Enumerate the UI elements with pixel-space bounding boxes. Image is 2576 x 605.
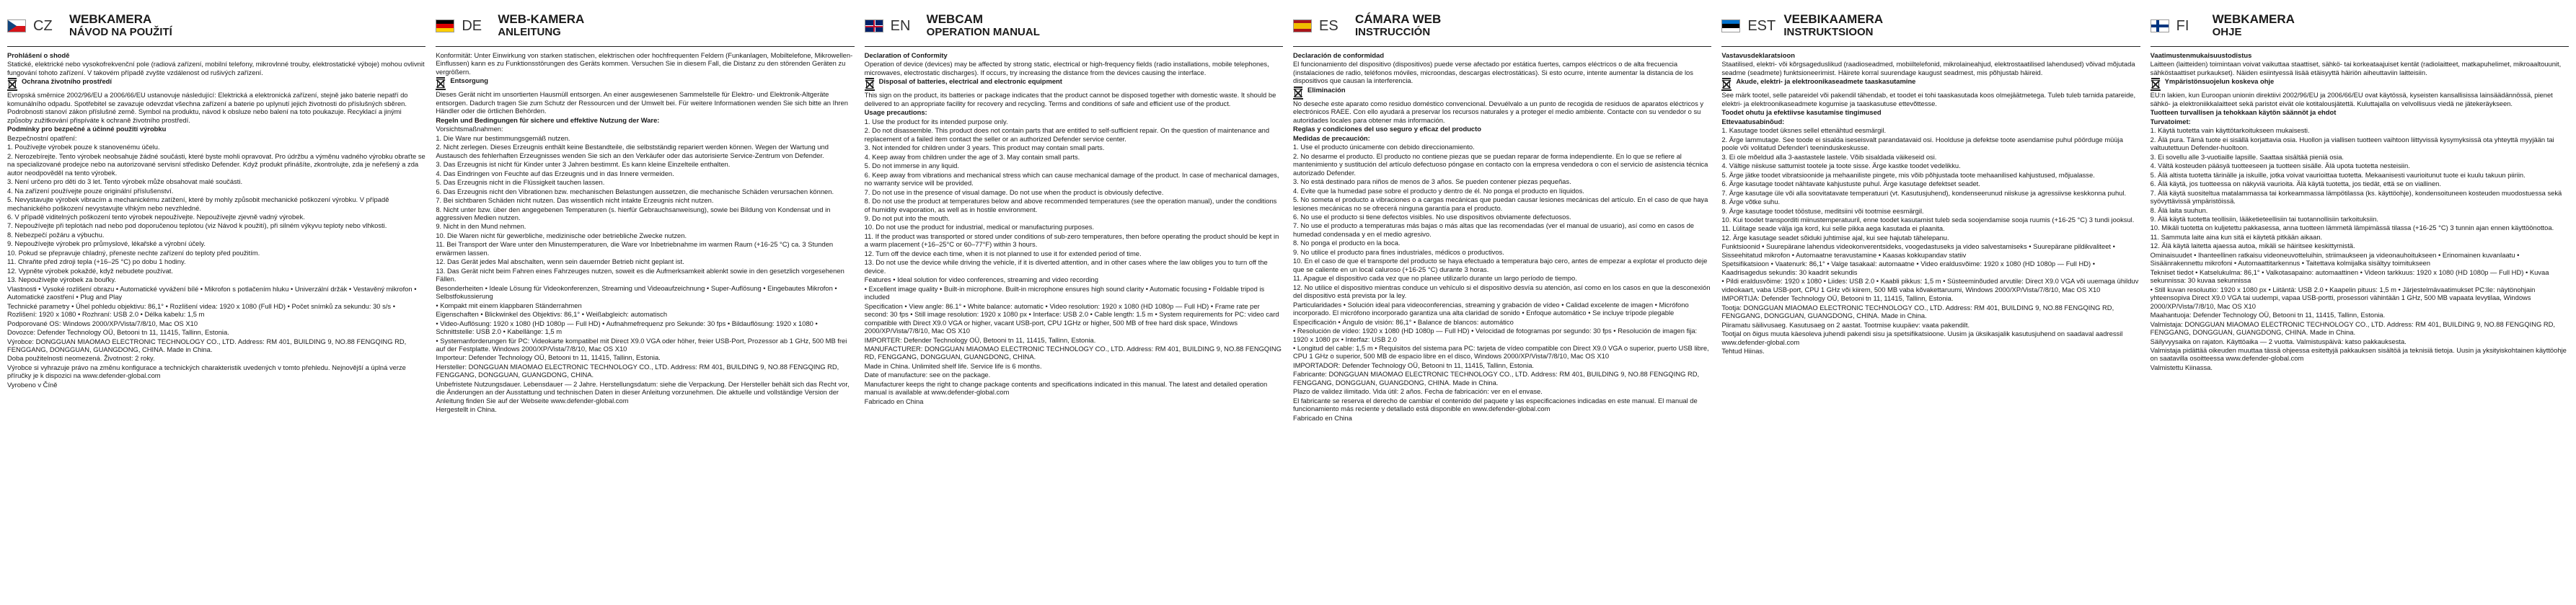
paragraph: • Video-Auflösung: 1920 x 1080 (HD 1080p — Full HD) • Aufnahmefrequenz pro Sekunde: 30 fps • Bildauflösung: 1920 x 1080 • Schnittstelle: USB 2.0 • Kabellänge: 1,5 m bbox=[436, 319, 818, 336]
section-heading: Vaatimustenmukaisuustodistus bbox=[2150, 51, 2252, 59]
disposal-section bbox=[436, 76, 854, 90]
paragraph: 3. No está destinado para niños de menos de 3 años. Se pueden contener piezas pequeñas. bbox=[1292, 177, 1571, 186]
paragraph: Eigenschaften • Blickwinkel des Objektivs: 86,1° • Weißabgleich: automatisch bbox=[436, 310, 668, 319]
paragraph: 2. Älä pura. Tämä tuote ei sisällä korjattavia osia. Huollon ja viallisen tuotteen vaihtoon liittyvissä kysymyksissä ota yhteyttä myyjään tai valtuutettuun Defender-huoltoon. bbox=[2150, 135, 2554, 152]
disposal-section bbox=[865, 77, 1283, 91]
manual-body bbox=[865, 51, 1283, 406]
product-title: WEBKAMERA bbox=[2212, 12, 2295, 27]
paragraph: 1. Käytä tuotetta vain käyttötarkoitukseen mukaisesti. bbox=[2150, 126, 2310, 135]
paragraph: 10. Pokud se přepravuje chladný, přeneste nechte zařízení do teploty před použitím. bbox=[7, 248, 260, 257]
paragraph: 10. En el caso de que el transporte del producto se haya efectuado a temperatura bajo cero, antes de empezar a explotar el producto deje que se caliente en un local caluroso (+16-25 °C) durante 3 horas. bbox=[1292, 257, 1708, 273]
paragraph: Funktsioonid • Suurepärane lahendus videokonverentsideks, voogedastuseks ja video salvestamiseks • Suurepärane pildikvaliteet • Sisseehitatud mikrofon • Automaatne teravustamine • Kaasas kokkupandav statiiv bbox=[1721, 242, 2115, 259]
column-header bbox=[865, 10, 1283, 47]
column-header bbox=[2151, 10, 2569, 47]
paragraph: Vyrobeno v Číně bbox=[7, 380, 58, 389]
paragraph: 4. Evite que la humedad pase sobre el producto y dentro de él. No ponga el producto en líquidos. bbox=[1292, 186, 1584, 195]
section-heading: Reglas y condiciones del uso seguro y eficaz del producto bbox=[1292, 125, 1481, 133]
paragraph: EU:n lakien, kun Euroopan unionin direktiivi 2002/96/EU ja 2006/66/EU ovat käytössä, kyseisten kansallisissa lainsäädännössä, pienet sähkö- ja elektroniikkalaitteet sekä paristot eivät ole kotitalousjätettä. Kuluttajalla on velvollisuus viedä ne jätekeräykseen. bbox=[2150, 91, 2553, 107]
paragraph: Vlastnosti • Vysoké rozlišení obrazu • Automatické vyvážení bílé • Mikrofon s potlačením hluku • Univerzální držák • Vestavěný mikrofon • Automatické zaostření • Plug and Play bbox=[7, 284, 417, 301]
paragraph: 3. Not intended for children under 3 years. This product may contain small parts. bbox=[864, 143, 1105, 152]
section-heading: Ettevaatusabinõud: bbox=[1721, 117, 1785, 125]
crossed-bin-icon bbox=[1293, 87, 1303, 100]
paragraph: Fabricado en China bbox=[864, 397, 924, 405]
paragraph: 3. Ei ole mõeldud alla 3-aastastele lastele. Võib sisaldada väikeseid osi. bbox=[1721, 152, 1937, 161]
title-block bbox=[1783, 13, 1883, 38]
title-block bbox=[2213, 13, 2295, 38]
paragraph: 8. Ärge võtke suhu. bbox=[1721, 198, 1781, 206]
paragraph: 5. Nevystavujte výrobek vibracím a mechanickému zatížení, které by mohly způsobit mechanické poškození výrobku. V případě mechanického poškození nevystavujte vlhkým nebo nevzhledné. bbox=[7, 195, 389, 212]
paragraph: 1. Kasutage toodet üksnes sellel ettenähtud eesmärgil. bbox=[1721, 126, 1887, 135]
section-heading: Entsorgung bbox=[450, 76, 488, 85]
paragraph: Tehtud Hiinas. bbox=[1721, 347, 1765, 355]
paragraph: 12. Ärge kasutage seadet sõiduki juhtimise ajal, kui see hajutab tähelepanu. bbox=[1721, 233, 1949, 242]
paragraph: 5. No someta el producto a vibraciones o a cargas mecánicas que puedan causar lesiones mecánicas del artículo. En el caso de que haya lesiones mecánicas no se ofrecerá ninguna garantía para el producto. bbox=[1292, 195, 1708, 212]
paragraph: Features • Ideal solution for video conferences, streaming and video recording bbox=[864, 275, 1098, 284]
paragraph: Plazo de validez ilimitado. Vida útil: 2 años. Fecha de fabricación: ver en el envase. bbox=[1292, 387, 1543, 396]
paragraph: Ominaisuudet • Ihanteellinen ratkaisu videoneuvotteluihin, striimaukseen ja videonauhoitukseen • Erinomainen kuvanlaatu • Sisäänrakennettu mikrofoni • Automaattitarkennus • Taitettava kolmijalka sisältyy toimitukseen bbox=[2150, 250, 2520, 268]
paragraph: This sign on the product, its batteries or package indicates that the product cannot be disposed together with domestic waste. It should be delivered to an appropriate facility for recovery and recycling. Terms and conditions of safe and efficient use of the product. bbox=[864, 91, 1276, 107]
manual-subtitle: INSTRUKTSIOON bbox=[1783, 26, 1874, 39]
paragraph: 13. Do not use the device while driving the vehicle, if it is diverted attention, and in other cases where the law obliges you to turn off the device. bbox=[864, 258, 1268, 275]
product-title: WEBKAMERA bbox=[69, 12, 152, 27]
paragraph: 12. Vypněte výrobek pokaždé, když nebudete používat. bbox=[7, 266, 174, 275]
paragraph: 4. Keep away from children under the age of 3. May contain small parts. bbox=[864, 152, 1080, 161]
section-heading: Regeln und Bedingungen für sichere und effektive Nutzung der Ware: bbox=[436, 115, 660, 124]
paragraph: Hersteller: DONGGUAN MIAOMAO ELECTRONIC TECHNOLOGY CO., LTD. Address: RM 401, BUILDING 9, NO.88 FENGQING RD, FENGGANG, DONGGUAN, GUANGDONG, CHINA. bbox=[436, 362, 839, 379]
paragraph: 1. Používejte výrobek pouze k stanovenému účelu. bbox=[7, 143, 160, 151]
paragraph: 8. No ponga el producto en la boca. bbox=[1292, 239, 1401, 247]
paragraph: Staatilised, elektri- või kõrgsageduslikud (raadioseadmed, mobiiltelefonid, mikrolaineahjud, elektrostaatilised lahendused) võivad mõjutada seadme (seadmete) funktsioneerimist. Häirete korral suurendage kaugust seadmest, mis põhjustab häireid. bbox=[1721, 60, 2135, 76]
paragraph: Výrobce si vyhrazuje právo na změnu konfigurace a technických charakteristik uvedených v tomto přehledu. Nejnovější a úplná verze příručky je k dispozici na www.defender-global.com bbox=[7, 363, 406, 380]
flag-fi-icon bbox=[2151, 19, 2169, 32]
language-code: EST bbox=[1747, 17, 1776, 34]
paragraph: 11. Bei Transport der Ware unter den Minustemperaturen, die Ware vor Inbetriebnahme im warmen Raum (+16-25 °C) ca. 3 Stunden erwärmen lassen. bbox=[436, 240, 834, 257]
paragraph: Bezpečnostní opatření: bbox=[7, 133, 77, 142]
paragraph: 12. No utilice el dispositivo mientras conduce un vehículo si el dispositivo desvía su atención, así como en los casos en que la desconexión del dispositivo está prevista por la ley. bbox=[1292, 283, 1711, 300]
section-heading: Usage precautions: bbox=[864, 108, 927, 117]
language-code: EN bbox=[890, 17, 911, 34]
language-code: DE bbox=[462, 17, 482, 34]
section-heading: Akude, elektri- ja elektroonikaseadmete taaskasutamine bbox=[1736, 77, 1916, 86]
manual-body bbox=[1721, 51, 2140, 356]
paragraph: No deseche este aparato como residuo doméstico convencional. Devuélvalo a un punto de recogida de residuos de aparatos eléctricos y electrónicos RAEE. Con ello ayudará a preservar los recursos naturales y a proteger el medio ambiente. Contacte con su vendedor o su autoridades locales para obtener más información. bbox=[1292, 99, 1704, 124]
manual-subtitle: OHJE bbox=[2212, 26, 2242, 39]
paragraph: 11. Lülitage seade välja iga kord, kui selle pikka aega kasutada ei plaanita. bbox=[1721, 224, 1945, 233]
paragraph: 6. Älä käytä, jos tuotteessa on näkyviä vaurioita. Älä käytä tuotetta, jos tiedät, että se on viallinen. bbox=[2150, 180, 2441, 188]
paragraph: El fabricante se reserva el derecho de cambiar el contenido del paquete y las especificaciones indicadas en este manual. El manual de funcionamiento más reciente y detallado está disponible en www.defender-global.com bbox=[1292, 396, 1698, 413]
paragraph: 2. Do not disassemble. This product does not contain parts that are entitled to self-sufficient repair. On the question of maintenance and replacement of a failed item contact the seller or an authorized Defender service center. bbox=[864, 126, 1270, 143]
flag-es-icon bbox=[1293, 19, 1312, 32]
paragraph: 5. Do not immerse in any liquid. bbox=[864, 162, 959, 170]
paragraph: Evropská směrnice 2002/96/EU a 2006/66/EU ustanovuje následující: Elektrická a elektronická zařízení, stejně jako baterie nepatří do komunálního odpadu. Spotřebitel se zavazuje odevzdat všechna zařízení a baterie po uplynutí jejich životnosti do příslušných sběren. Podrobnosti stanoví zákon příslušné země. Symbol na produktu, návod k obsluze nebo balení na toto poukazuje. Recyklací a jinými způsoby zužitkování přispíváte k ochraně životního prostředí. bbox=[7, 91, 408, 124]
paragraph: Unbefristete Nutzungsdauer. Lebensdauer — 2 Jahre. Herstellungsdatum: siehe die Verpackung. Der Hersteller behält sich das Recht vor, die Änderungen an der Ausstattung und technischen Daten in dieser Anleitung vorzunehmen. Die aktuelle und vollständige Version der Anleitung finden Sie auf der Webseite www.defender-global.com bbox=[436, 379, 850, 405]
product-title: WEB-KAMERA bbox=[498, 12, 585, 27]
paragraph: Valmistaja pidättää oikeuden muuttaa tässä ohjeessa esitettyjä pakkauksen sisältöä ja teknisiä tietoja. Uusin ja yksityiskohtainen käyttöohje on saatavilla osoitteessa www.defender-global.com bbox=[2150, 346, 2567, 363]
paragraph: 6. Das Erzeugnis nicht den Vibrationen bzw. mechanischen Belastungen aussetzen, die mechanische Schäden verursachen können. bbox=[436, 187, 834, 195]
paragraph: 9. Nepoužívejte výrobek pro průmyslové, lékařské a výrobní účely. bbox=[7, 239, 206, 248]
paragraph: Technické parametry • Úhel pohledu objektivu: 86,1° • Rozlišení videa: 1920 x 1080 (Full HD) • Počet snímků za sekundu: 30 s/s • Rozlišení: 1920 x 1080 • Rozhraní: USB 2.0 • Délka kabelu: 1,5 m bbox=[7, 301, 395, 319]
manual-subtitle: NÁVOD NA POUŽITÍ bbox=[69, 26, 172, 39]
paragraph: • Pildi eraldusvõime: 1920 x 1080 • Liides: USB 2.0 • Kaabli pikkus: 1,5 m • Süsteeminõuded arvutile: Direct X9.0 VGA või uuemaga ühilduv videokaart, vaba USB-port, CPU 1 GHz või kiirem, 500 MB vaba kõvakettaruumi, Windows 2000/XP/Vista/7/8/10, Mac OS X10 bbox=[1721, 277, 2139, 293]
title-block bbox=[69, 13, 172, 38]
paragraph: 2. Nerozebírejte. Tento výrobek neobsahuje žádné součásti, které byste mohli opravovat. Pro údržbu a výměnu vadného výrobku obraťte se na specializované prodejce nebo na autorizované servisní středisko Defender. Když produkt přinášíte, zkontrolujte, zda je neřešený a zda autor neodpověděl na tento výrobek. bbox=[7, 151, 425, 177]
paragraph: 12. Älä käytä laitetta ajaessa autoa, mikäli se häiritsee keskittymistä. bbox=[2150, 242, 2355, 250]
title-block bbox=[1355, 13, 1441, 38]
disposal-section bbox=[7, 77, 425, 91]
paragraph: MANUFACTURER: DONGGUAN MIAOMAO ELECTRONIC TECHNOLOGY CO., LTD. Address: RM 401, BUILDING 9, NO.88 FENGQING RD, FENGGANG, DONGGUAN, GUANGDONG, CHINA. bbox=[864, 345, 1282, 361]
manual-subtitle: INSTRUCCIÓN bbox=[1354, 26, 1431, 39]
paragraph: • Still kuvan resoluutio: 1920 x 1080 px • Liitäntä: USB 2.0 • Kaapelin pituus: 1,5 m • Järjestelmävaatimukset PC:lle: näytönohjain yhteensopiva Direct X9.0 VGA tai uudempi, vapaa USB-portti, prosessori vähintään 1 GHz, 500 MB vapaata levytilaa, Windows 2000/XP/Vista/7/8/10, Mac OS X10 bbox=[2150, 285, 2536, 310]
paragraph: Importeur: Defender Technology OÜ, Betooni tn 11, 11415, Tallinn, Estonia. bbox=[436, 353, 661, 362]
paragraph: 1. Use el producto únicamente con debido direccionamiento. bbox=[1292, 143, 1475, 151]
title-block bbox=[498, 13, 584, 38]
paragraph: Doba použitelnosti neomezená. Životnost: 2 roky. bbox=[7, 354, 155, 363]
disposal-section bbox=[1293, 86, 1711, 100]
paragraph: IMPORTER: Defender Technology OÜ, Betooni tn 11, 11415, Tallinn, Estonia. bbox=[864, 335, 1096, 344]
paragraph: Especificación • Ángulo de visión: 86,1° • Balance de blancos: automático bbox=[1292, 317, 1514, 326]
paragraph: Besonderheiten • Ideale Lösung für Videokonferenzen, Streaming und Videoaufzeichnung • Super-Auflösung • Eingebautes Mikrofon • Selbstfokussierung bbox=[436, 283, 837, 301]
paragraph: Dieses Gerät nicht im unsortierten Hausmüll entsorgen. An einer ausgewiesenen Sammelstelle für Elektro- und Elektronik-Altgeräte entsorgen. Dadurch tragen Sie zum Schutz der Ressourcen und der Umwelt bei. Für weitere Informationen wenden Sie sich bitte an Ihren Händler oder die örtlichen Behörden. bbox=[436, 90, 848, 115]
paragraph: 8. Nicht unter bzw. über den angegebenen Temperaturen (s. hierfür Gebrauchsanweisung), sowie bei Bildung von Kondensat und in aggressiven Medien nutzen. bbox=[436, 205, 831, 221]
paragraph: 10. Die Waren nicht für gewerbliche, medizinische oder betriebliche Zwecke nutzen. bbox=[436, 231, 687, 239]
paragraph: IMPORTADOR: Defender Technology OÜ, Betooni tn 11, 11415, Tallinn, Estonia. bbox=[1292, 361, 1535, 369]
manual-body bbox=[1293, 51, 1711, 423]
section-heading: Turvatoimet: bbox=[2150, 117, 2191, 125]
flag-ee-icon bbox=[1721, 19, 1740, 32]
paragraph: Particularidades • Solución ideal para videoconferencias, streaming y grabación de vídeo • Calidad excelente de imagen • Micrófono incorporado. El micrófono incorporado garantiza una alta claridad de sonido • Enfoque automático • Se incluye trípode plegable bbox=[1292, 300, 1689, 317]
paragraph: 7. Ärge kasutage üle või alla soovitatavate temperatuuri (vt. Kasutusjuhend), kondenseerunud niiskuse ja agressiivse keskkonna puhul. bbox=[1721, 188, 2127, 197]
paragraph: 6. No use el producto si tiene defectos visibles. No use dispositivos obviamente defectuosos. bbox=[1292, 212, 1571, 221]
paragraph: Made in China. Unlimited shelf life. Service life is 6 months. bbox=[864, 361, 1042, 370]
disposal-section bbox=[1721, 77, 2140, 91]
paragraph: 7. Do not use in the presence of visual damage. Do not use when the product is obviously defective. bbox=[864, 187, 1164, 196]
section-heading: Declaración de conformidad bbox=[1292, 51, 1385, 59]
section-heading: Vastavusdeklaratsioon bbox=[1721, 51, 1795, 59]
manual-body bbox=[7, 51, 425, 389]
section-heading: Toodet ohutu ja efektiivse kasutamise tingimused bbox=[1721, 108, 1882, 117]
paragraph: Hergestellt in China. bbox=[436, 405, 497, 414]
paragraph: Valmistettu Kiinassa. bbox=[2150, 363, 2213, 371]
paragraph: 6. Keep away from vibrations and mechanical stress which can cause mechanical damage of the product. In case of mechanical damages, no warranty service will be provided. bbox=[864, 170, 1279, 187]
paragraph: 1. Die Ware nur bestimmungsgemäß nutzen. bbox=[436, 133, 570, 142]
product-title: VEEBIKAAMERA bbox=[1783, 12, 1884, 27]
paragraph: 9. Nicht in den Mund nehmen. bbox=[436, 222, 526, 231]
paragraph: 3. Ei sovellu alle 3-vuotiaille lapsille. Saattaa sisältää pieniä osia. bbox=[2150, 152, 2345, 161]
flag-uk-icon bbox=[865, 19, 883, 32]
paragraph: Tootja: DONGGUAN MIAOMAO ELECTRONIC TECHNOLOGY CO., LTD. Address: RM 401, BUILDING 9, NO.88 FENGQING RD, FENGGANG, DONGGUAN, GUANGDONG, CHINA. Made in China. bbox=[1721, 303, 2114, 320]
paragraph: 6. V případě viditelných poškození tento výrobek nepoužívejte. Nepoužívejte zjevně vadný výrobek. bbox=[7, 212, 305, 221]
paragraph: Vorsichtsmaßnahmen: bbox=[436, 125, 503, 133]
paragraph: 7. Bei sichtbaren Schäden nicht nutzen. Das wissentlich nicht intakte Erzeugnis nicht nutzen. bbox=[436, 196, 714, 205]
paragraph: 10. Mikäli tuotetta on kuljetettu pakkasessa, anna tuotteen lämmetä lämpimässä tilassa (+16-25 °C) 3 tunnin ajan ennen käyttöönottoa. bbox=[2150, 224, 2554, 232]
paragraph: Fabricado en China bbox=[1292, 413, 1352, 422]
paragraph: 2. No desarme el producto. El producto no contiene piezas que se puedan reparar de forma independiente. En lo que se refiere al mantenimiento y sustitución del artículo defectuoso póngase en contacto con la empresa vendedora o con el servicio de asistencia técnica autorizado Defender. bbox=[1292, 151, 1708, 177]
paragraph: 4. Vältige niiskuse sattumist tootele ja toote sisse. Ärge kastke toodet vedelikku. bbox=[1721, 162, 1961, 170]
paragraph: Säilyvyysaika on rajaton. Käyttöaika — 2 vuotta. Valmistuspäivä: katso pakkauksesta. bbox=[2150, 337, 2407, 345]
language-column-est bbox=[1721, 10, 2140, 598]
section-heading: Ympäristönsuojelun koskeva ohje bbox=[2164, 77, 2275, 86]
section-heading: Medidas de precaución: bbox=[1292, 133, 1370, 142]
paragraph: 1. Use the product for its intended purpose only. bbox=[864, 117, 1008, 125]
paragraph: 11. Chraňte před zdroji tepla (+16–25 °C) po dobu 1 hodiny. bbox=[7, 257, 186, 266]
paragraph: 2. Nicht zerlegen. Dieses Erzeugnis enthält keine Bestandteile, die selbstständig repariert werden können. Wegen der Wartung und Austausch des fehlerhaften Erzeugnisses wenden Sie sich an den Verkäufer oder das autorisierte Service-Zentrum von Defender. bbox=[436, 143, 829, 159]
paragraph: 3. Das Erzeugnis ist nicht für Kinder unter 3 Jahren bestimmt. Es kann kleine Einzelteile enthalten. bbox=[436, 160, 731, 169]
paragraph: 8. Do not use the product at temperatures below and above recommended temperatures (see the operation manual), under the conditions of humidity evaporation, as well as in hostile environment. bbox=[864, 197, 1277, 213]
paragraph: IMPORTIJA: Defender Technology OÜ, Betooni tn 11, 11415, Tallinn, Estonia. bbox=[1721, 294, 1954, 303]
paragraph: Operation of device (devices) may be affected by strong static, electrical or high-frequency fields (radio installations, mobile telephones, microwaves, electrostatic discharges). If occurs, try increasing the distance from the devices causing the interface. bbox=[864, 60, 1269, 76]
paragraph: 5. Das Erzeugnis nicht in die Flüssigkeit tauchen lassen. bbox=[436, 178, 605, 187]
paragraph: 5. Ärge jätke toodet vibratsioonide ja mehaaniliste pingete, mis võib põhjustada toote mehaanilised kahjustused, mõjualasse. bbox=[1721, 170, 2095, 179]
manual-subtitle: OPERATION MANUAL bbox=[926, 26, 1040, 39]
paragraph: 11. If the product was transported or stored under conditions of sub-zero temperatures, then before operating the product should be kept in a warm placement (+16–25°C or 60–77°F) within 3 hours. bbox=[864, 231, 1279, 249]
section-heading: Ochrana životního prostředí bbox=[22, 77, 113, 86]
column-header bbox=[1721, 10, 2140, 47]
paragraph: Specification • View angle: 86.1° • White balance: automatic • Video resolution: 1920 x 1080 (HD 1080p — Full HD) • Frame rate per second: 30 fps • Still image resolution: 1920 x 1080 px • Interface: USB 2.0 • Cable length: 1.5 m • System requirements for PC: video card compatible with Direct X9.0 VGA or higher, vacant USB-port, CPU 1GHz or higher, 500 MB of free hard disk space, Windows 2000/XP/Vista/7/8/10, Mac OS X10 bbox=[864, 301, 1279, 335]
paragraph: 7. No use el producto a temperaturas más bajas o más altas que las recomendadas (ver el manual de usuario), así como en casos de humedad condensada y en el medio agresivo. bbox=[1292, 221, 1695, 238]
section-heading: Disposal of batteries, electrical and electronic equipment bbox=[878, 77, 1062, 86]
language-code: ES bbox=[1318, 17, 1338, 34]
paragraph: 9. Do not put into the mouth. bbox=[864, 213, 950, 222]
crossed-bin-icon bbox=[865, 78, 875, 91]
paragraph: 12. Das Gerät jedes Mal abschalten, wenn sein dauernder Betrieb nicht geplant ist. bbox=[436, 257, 684, 266]
paragraph: El funcionamiento del dispositivo (dispositivos) puede verse afectado por estática fuertes, campos eléctricos o de alta frecuencia (instalaciones de radio, teléfonos móviles, microondas, descargas electrostáticas). Si esto ocurre, intente aumentar la distancia de los dispositivos que causan la interferencia. bbox=[1292, 60, 1693, 85]
flag-cz-icon bbox=[7, 19, 26, 32]
paragraph: Dovozce: Defender Technology OÜ, Betooni tn 11, 11415, Tallinn, Estonia. bbox=[7, 328, 229, 337]
paragraph: • Systemanforderungen für PC: Videokarte kompatibel mit Direct X9.0 VGA oder höher, freier USB-Port, Prozessor ab 1 GHz, 500 MB frei auf der Festplatte. Windows 2000/XP/Vista/7/8/10, Mac OS X10 bbox=[436, 336, 847, 353]
column-header bbox=[7, 10, 425, 47]
paragraph: • Excellent image quality • Built-in microphone. Built-in microphone ensures high sound clarity • Automatic focusing • Foldable tripod is included bbox=[864, 284, 1265, 301]
paragraph: 8. Nebezpečí požáru a výbuchu. bbox=[7, 230, 105, 239]
section-heading: Eliminación bbox=[1307, 85, 1346, 94]
paragraph: 2. Ärge lammutage. See toode ei sisalda iseseisvalt parandatavaid osi. Hoolduse ja defektse toote asendamise puhul pöörduge müüja poole või volitatud Defender'i teeninduskeskusse. bbox=[1721, 135, 2123, 152]
paragraph: Laitteen (laitteiden) toimintaan voivat vaikuttaa staattiset, sähkö- tai korkeataajuiset kentät (radiolaitteet, matkapuhelimet, mikroaaltouunit, sähköstaattiset purkaukset). Näiden esiintyessä lisää etäisyyttä häiriön aiheuttaviin laitteisiin. bbox=[2150, 60, 2562, 76]
crossed-bin-icon bbox=[2151, 78, 2161, 91]
product-title: WEBCAM bbox=[926, 12, 984, 27]
paragraph: Konformität: Unter Einwirkung von starken statischen, elektrischen oder hochfrequenten Feldern (Funkanlagen, Mobiltelefone, Mikrowellen-Einflussen) kann es zu Funktionsstörungen des Geräts kommen. Versuchen Sie in diesem Fall, die Distanz zu den störenden Geräten zu vergrößern. bbox=[436, 51, 853, 76]
paragraph: 9. Ärge kasutage toodet tööstuse, meditsiini või tootmise eesmärgil. bbox=[1721, 206, 1924, 215]
paragraph: 7. Älä käytä suositeltua matalammassa tai korkeammassa lämpötilassa (ks. käyttöohje), kondensoituneen kosteuden muodostuessa sekä syövyttävissä ympäristöissä. bbox=[2150, 188, 2562, 206]
paragraph: Manufacturer keeps the right to change package contents and specifications indicated in this manual. The latest and detailed operation manual is available at www.defender-global.com bbox=[864, 379, 1268, 397]
paragraph: 4. Vältä kosteuden pääsyä tuotteeseen ja tuotteen sisälle. Älä upota tuotetta nesteisiin. bbox=[2150, 162, 2410, 170]
paragraph: Výrobce: DONGGUAN MIAOMAO ELECTRONIC TECHNOLOGY CO., LTD. Address: RM 401, BUILDING 9, NO.88 FENGQING RD, FENGGANG, DONGGUAN, GUANGDONG, CHINA. Made in China. bbox=[7, 337, 407, 353]
disposal-section bbox=[2151, 77, 2569, 91]
section-heading: Declaration of Conformity bbox=[864, 51, 948, 59]
section-heading: Tuotteen turvallisen ja tehokkaan käytön säännöt ja ehdot bbox=[2150, 108, 2337, 117]
paragraph: Maahantuoja: Defender Technology OÜ, Betooni tn 11, 11415, Tallinn, Estonia. bbox=[2150, 311, 2386, 319]
paragraph: 11. Apague el dispositivo cada vez que no planee utilizarlo durante un largo período de tiempo. bbox=[1292, 274, 1577, 283]
paragraph: Tekniset tiedot • Katselukulma: 86,1° • Valkotasapaino: automaattinen • Videon tarkkuus: 1920 x 1080 (HD 1080p — Full HD) • Kuvaa sekunnissa: 30 kuvaa sekunnissa bbox=[2150, 268, 2549, 285]
paragraph: 8. Älä laita suuhun. bbox=[2150, 206, 2208, 214]
paragraph: Date of manufacture: see on the package. bbox=[864, 371, 991, 379]
paragraph: Fabricante: DONGGUAN MIAOMAO ELECTRONIC TECHNOLOGY CO., LTD. Address: RM 401, BUILDING 9, NO.88 FENGQING RD, FENGGANG, DONGGUAN, GUANGDONG, CHINA. Made in China. bbox=[1292, 370, 1700, 387]
paragraph: 4. Das Eindringen von Feuchte auf das Erzeugnis und in das Innere vermeiden. bbox=[436, 169, 674, 177]
language-column-fi bbox=[2151, 10, 2569, 598]
crossed-bin-icon bbox=[7, 78, 17, 91]
language-code: CZ bbox=[33, 17, 53, 34]
paragraph: 9. Älä käytä tuotetta teollisiin, lääketieteellisiin tai tuotannollisiin tarkoituksiin. bbox=[2150, 214, 2378, 223]
paragraph: 4. Na zařízení používejte pouze originální příslušenství. bbox=[7, 186, 174, 195]
section-heading: Podmínky pro bezpečné a účinné použití výrobku bbox=[7, 125, 167, 133]
column-header bbox=[1293, 10, 1711, 47]
paragraph: 13. Nepoužívejte výrobek za bouřky. bbox=[7, 275, 116, 284]
paragraph: 5. Älä altista tuotetta tärinälle ja iskuille, jotka voivat vaurioittaa tuotetta. Mekaanisesti vaurioitunut tuote ei kuulu takuun piiriin. bbox=[2150, 170, 2526, 179]
paragraph: Piiramatu säilivusaeg. Kasutusaeg on 2 aastat. Tootmise kuupäev: vaata pakendilt. bbox=[1721, 320, 1970, 329]
manual-subtitle: ANLEITUNG bbox=[498, 26, 561, 39]
paragraph: Podporované OS: Windows 2000/XP/Vista/7/8/10, Mac OS X10 bbox=[7, 319, 198, 327]
language-column-de bbox=[436, 10, 854, 598]
paragraph: • Longitud del cable: 1,5 m • Requisitos del sistema para PC: tarjeta de vídeo compatible con Direct X9.0 VGA o superior, puerto USB libre, CPU 1 GHz o superior, 500 MB de espacio libre en el disco, Windows 2000/XP/Vista/7/8/10, Mac OS X10 bbox=[1292, 344, 1709, 361]
flag-de-icon bbox=[436, 19, 454, 32]
crossed-bin-icon bbox=[1721, 78, 1732, 91]
paragraph: 3. Není určeno pro děti do 3 let. Tento výrobek může obsahovat malé součásti. bbox=[7, 177, 243, 186]
paragraph: 9. No utilice el producto para fines industriales, médicos o productivos. bbox=[1292, 247, 1504, 256]
paragraph: Spetsifikatsioon • Vaatenurk: 86,1° • Valge tasakaal: automaatne • Video eraldusvõime: 1920 x 1080 (HD 1080p — Full HD) • Kaadrisagedus sekundis: 30 kaadrit sekundis bbox=[1721, 260, 2095, 276]
paragraph: Tootjal on õigus muuta käesoleva juhendi pakendi sisu ja spetsifikatsioone. Uusim ja üksikasjalik kasutusjuhend on saadaval aadressil www.defender-global.com bbox=[1721, 330, 2123, 346]
paragraph: 13. Das Gerät nicht beim Fahren eines Fahrzeuges nutzen, soweit es die Aufmerksamkeit ablenkt sowie in den gesetzlich vorgesehenen Fällen. bbox=[436, 266, 844, 283]
section-heading: Prohlášení o shodě bbox=[7, 51, 70, 59]
paragraph: 11. Sammuta laite aina kun sitä ei käytetä pitkään aikaan. bbox=[2150, 232, 2323, 241]
paragraph: Valmistaja: DONGGUAN MIAOMAO ELECTRONIC TECHNOLOGY CO., LTD. Address: RM 401, BUILDING 9, NO.88 FENGQING RD, FENGGANG, DONGGUAN, GUANGDONG, CHINA. Made in China. bbox=[2150, 319, 2556, 337]
column-header bbox=[436, 10, 854, 47]
product-title: CÁMARA WEB bbox=[1354, 12, 1442, 27]
paragraph: 7. Nepoužívejte při teplotách nad nebo pod doporučenou teplotou (viz Návod k použití), při silném výkyvu teploty nebo vlhkosti. bbox=[7, 221, 387, 230]
paragraph: 10. Kui toodet transporditi miinustemperatuuril, enne toodet kasutamist tuleb seda soojendamise sooja ruumis (+16-25 °C) 3 tundi jooksul. bbox=[1721, 215, 2135, 224]
language-column-en bbox=[865, 10, 1283, 598]
paragraph: 10. Do not use the product for industrial, medical or manufacturing purposes. bbox=[864, 223, 1095, 231]
language-column-cz bbox=[7, 10, 425, 598]
paragraph: • Kompakt mit einem klappbaren Ständerrahmen bbox=[436, 301, 582, 309]
language-code: FI bbox=[2176, 17, 2189, 34]
manual-body bbox=[2151, 51, 2569, 372]
paragraph: Statické, elektrické nebo vysokofrekvenční pole (radiová zařízení, mobilní telefony, mikrovlnné trouby, elektrostatické výboje) mohou ovlivnit fungování tohoto zařízení. V takovém případě zvyšte vzdálenost od rušivých zařízení. bbox=[7, 60, 425, 76]
manual-body bbox=[436, 51, 854, 415]
paragraph: 12. Turn off the device each time, when it is not planned to use it for extended period of time. bbox=[864, 249, 1142, 257]
title-block bbox=[927, 13, 1040, 38]
crossed-bin-icon bbox=[436, 77, 446, 90]
paragraph: • Resolución de vídeo: 1920 x 1080 (HD 1080p — Full HD) • Velocidad de fotogramas por segundo: 30 fps • Resolución de imagen fija: 1920 x 1080 px • Interfaz: USB 2.0 bbox=[1292, 327, 1698, 343]
paragraph: See märk tootel, selle patareidel või pakendil tähendab, et toodet ei tohi taaskasutada koos olmejäätmetega. Tuleb tuleb tarnida patareide, elektri- ja elektroonikaseadmete kogumise ja taaskasutuse ettevõttesse. bbox=[1721, 91, 2136, 107]
paragraph: 6. Ärge kasutage toodet nähtavate kahjustuste puhul. Ärge kasutage defektset seadet. bbox=[1721, 180, 1980, 188]
language-column-es bbox=[1293, 10, 1711, 598]
